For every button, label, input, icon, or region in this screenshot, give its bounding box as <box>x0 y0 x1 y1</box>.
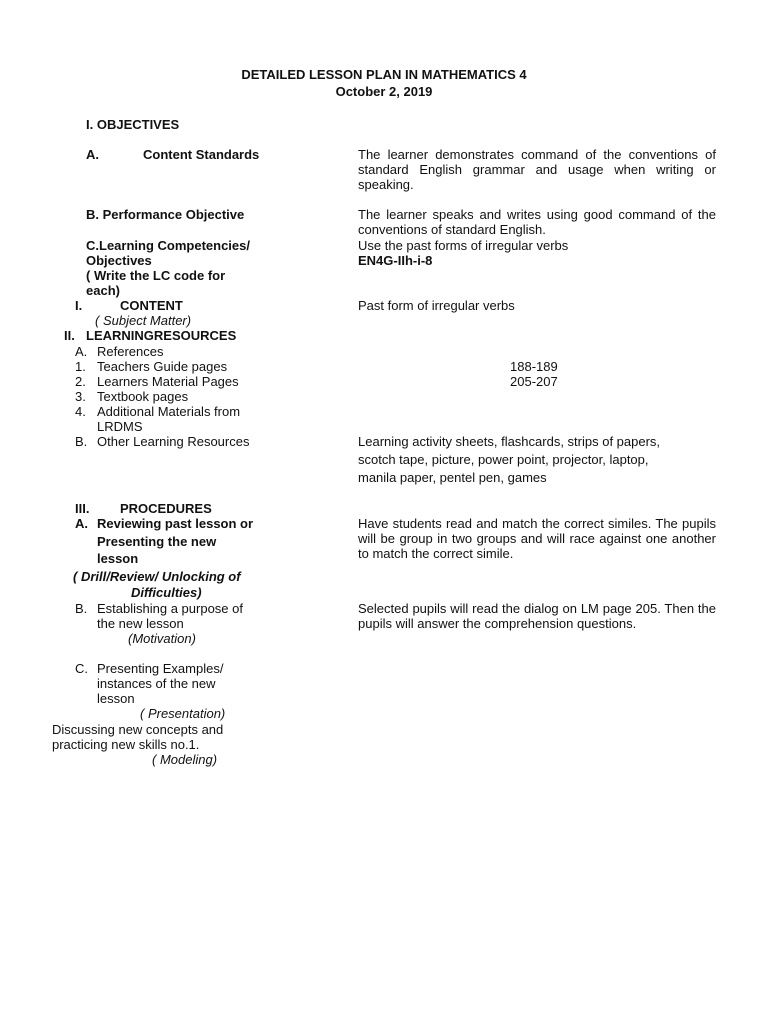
procedure-a-label-line1: Reviewing past lesson or <box>97 516 254 531</box>
procedure-b-letter: B. <box>75 601 88 616</box>
content-standards-label: Content Standards <box>143 147 260 162</box>
procedure-a-text: Have students read and match the correct similes. The pupils will be group in two groups and will race against one another to match the correct simile. <box>358 516 716 561</box>
document-title: DETAILED LESSON PLAN IN MATHEMATICS 4 <box>241 67 527 82</box>
resource-item-value: 205-207 <box>510 374 558 389</box>
resource-item-num: 4. <box>75 404 86 419</box>
content-subheading: ( Subject Matter) <box>95 313 192 328</box>
content-text: Past form of irregular verbs <box>358 298 515 313</box>
procedure-a-letter: A. <box>75 516 88 531</box>
procedure-a-sub-line2: Difficulties) <box>131 585 202 600</box>
resource-item-label: Textbook pages <box>97 389 189 404</box>
content-standards-letter: A. <box>86 147 99 162</box>
resource-item-label-cont: LRDMS <box>97 419 143 434</box>
content-numeral: I. <box>75 298 83 313</box>
performance-objective-label: B. Performance Objective <box>86 207 245 222</box>
competencies-label-line2: Objectives <box>86 253 152 268</box>
performance-objective-text: The learner speaks and writes using good command of the conventions of standard English. <box>358 207 716 237</box>
objectives-heading: I. OBJECTIVES <box>86 117 180 132</box>
procedure-c-label-line2: instances of the new <box>97 676 216 691</box>
procedure-c-label-line3: lesson <box>97 691 135 706</box>
procedure-b-label-line1: Establishing a purpose of <box>97 601 243 616</box>
resource-item-num: 2. <box>75 374 86 389</box>
procedure-c-sub: ( Presentation) <box>140 706 226 721</box>
resources-numeral: II. <box>64 328 75 343</box>
other-resources-text-line3: manila paper, pentel pen, games <box>358 470 547 485</box>
other-resources-label: Other Learning Resources <box>97 434 250 449</box>
references-label: References <box>97 344 164 359</box>
content-heading: CONTENT <box>120 298 183 313</box>
other-resources-text-line2: scotch tape, picture, power point, projector, laptop, <box>358 452 649 467</box>
procedure-c-label-line1: Presenting Examples/ <box>97 661 224 676</box>
resource-item-label: Additional Materials from <box>97 404 241 419</box>
procedure-b-label-line2: the new lesson <box>97 616 184 631</box>
resource-item-num: 3. <box>75 389 86 404</box>
procedures-numeral: III. <box>75 501 90 516</box>
competencies-label-line4: each) <box>86 283 120 298</box>
procedure-d-sub: ( Modeling) <box>152 752 218 767</box>
document-date: October 2, 2019 <box>335 84 433 99</box>
resource-item-label: Learners Material Pages <box>97 374 239 389</box>
references-letter: A. <box>75 344 88 359</box>
procedure-c-letter: C. <box>75 661 88 676</box>
procedures-heading: PROCEDURES <box>120 501 212 516</box>
resource-item-value: 188-189 <box>510 359 558 374</box>
procedure-b-sub: (Motivation) <box>128 631 196 646</box>
competencies-code: EN4G-IIh-i-8 <box>358 253 433 268</box>
procedure-b-text: Selected pupils will read the dialog on LM page 205. Then the pupils will answer the comprehension questions. <box>358 601 716 631</box>
other-resources-text-line1: Learning activity sheets, flashcards, strips of papers, <box>358 434 661 449</box>
resource-item-label: Teachers Guide pages <box>97 359 228 374</box>
procedure-a-sub-line1: ( Drill/Review/ Unlocking of <box>73 569 241 584</box>
procedure-a-label-line3: lesson <box>97 551 139 566</box>
procedure-d-label-line1: Discussing new concepts and <box>52 722 224 737</box>
resources-heading: LEARNINGRESOURCES <box>86 328 237 343</box>
competencies-label-line3: ( Write the LC code for <box>86 268 226 283</box>
other-resources-letter: B. <box>75 434 88 449</box>
competencies-label-line1: C.Learning Competencies/ <box>86 238 250 253</box>
procedure-d-label-line2: practicing new skills no.1. <box>52 737 200 752</box>
procedure-a-label-line2: Presenting the new <box>97 534 217 549</box>
competencies-text: Use the past forms of irregular verbs <box>358 238 569 253</box>
content-standards-text: The learner demonstrates command of the conventions of standard English grammar and usage when writing or speaking. <box>358 147 716 192</box>
resource-item-num: 1. <box>75 359 86 374</box>
